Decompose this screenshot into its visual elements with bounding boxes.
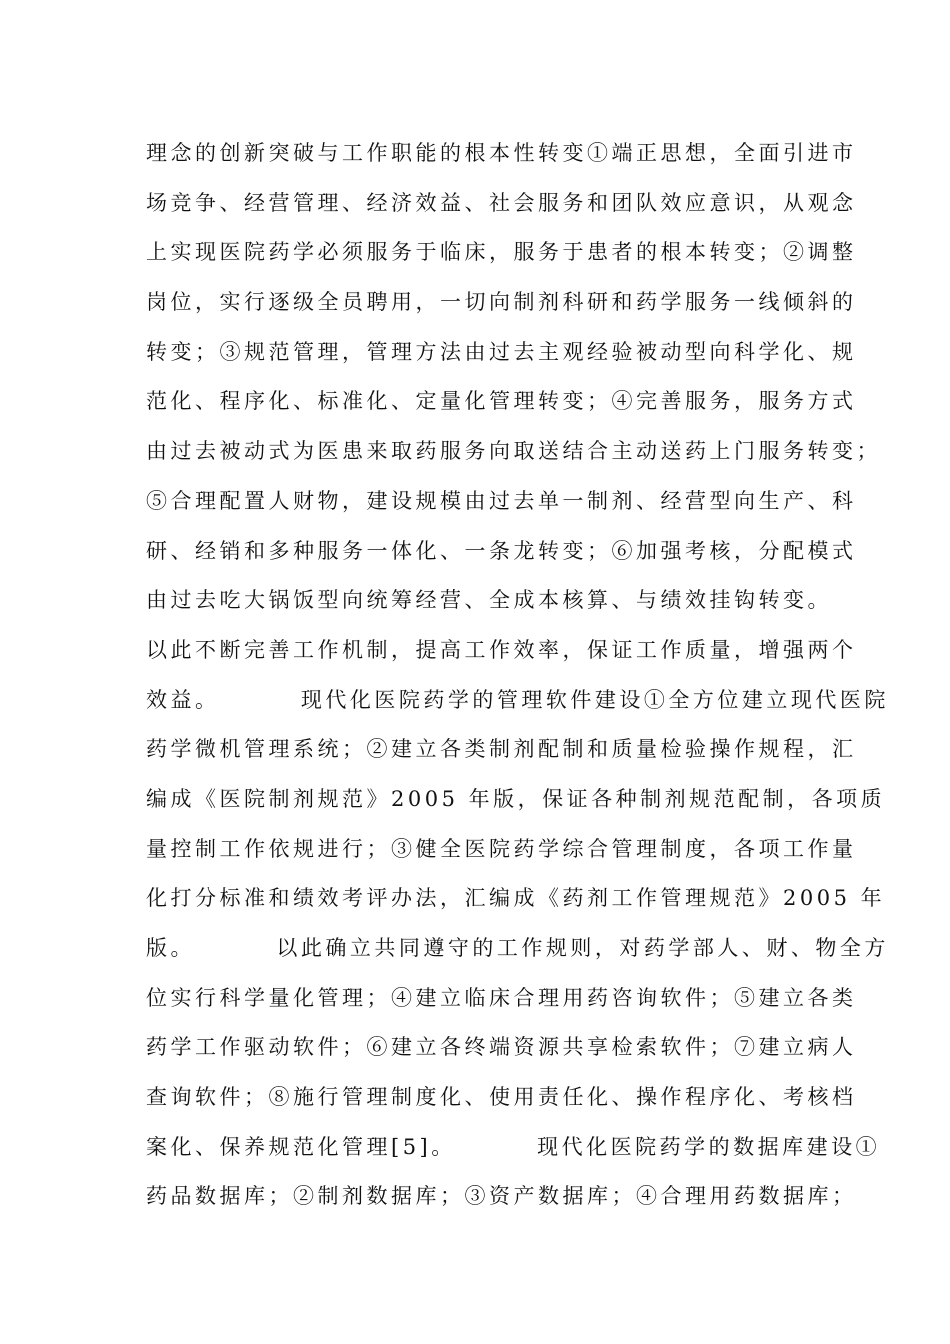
text-line-17: 版。 以此确立共同遵守的工作规则，对药学部人、财、物全方 — [146, 936, 889, 960]
text-line-3: 上实现医院药学必须服务于临床，服务于患者的根本转变；②调整 — [146, 240, 857, 265]
text-line-11: 以此不断完善工作机制，提高工作效率，保证工作质量，增强两个 — [146, 637, 857, 662]
text-line-15: 量控制工作依规进行；③健全医院药学综合管理制度，各项工作量 — [146, 836, 857, 861]
text-line-22: 药品数据库；②制剂数据库；③资产数据库；④合理用药数据库； — [146, 1184, 857, 1209]
text-line-8: ⑤合理配置人财物，建设规模由过去单一制剂、经营型向生产、科 — [146, 488, 857, 513]
text-line-10: 由过去吃大锅饭型向统筹经营、全成本核算、与绩效挂钩转变。 — [146, 588, 832, 613]
text-line-14: 编成《医院制剂规范》2005 年版，保证各种制剂规范配制，各项质 — [146, 786, 886, 811]
text-line-20: 查询软件；⑧施行管理制度化、使用责任化、操作程序化、考核档 — [146, 1085, 857, 1110]
text-line-6: 范化、程序化、标准化、定量化管理转变；④完善服务，服务方式 — [146, 389, 857, 414]
text-line-21: 案化、保养规范化管理[5]。 现代化医院药学的数据库建设① — [146, 1134, 881, 1159]
text-line-5: 转变；③规范管理，管理方法由过去主观经验被动型向科学化、规 — [146, 339, 857, 364]
text-line-9: 研、经销和多种服务一体化、一条龙转变；⑥加强考核，分配模式 — [146, 538, 857, 563]
text-line-18: 位实行科学量化管理；④建立临床合理用药咨询软件；⑤建立各类 — [146, 985, 857, 1010]
text-line-2: 场竞争、经营管理、经济效益、社会服务和团队效应意识，从观念 — [146, 190, 857, 215]
text-line-19: 药学工作驱动软件；⑥建立各终端资源共享检索软件；⑦建立病人 — [146, 1035, 857, 1060]
text-line-4: 岗位，实行逐级全员聘用，一切向制剂科研和药学服务一线倾斜的 — [146, 290, 857, 315]
text-line-16: 化打分标准和绩效考评办法，汇编成《药剂工作管理规范》2005 年 — [146, 886, 886, 911]
text-line-7: 由过去被动式为医患来取药服务向取送结合主动送药上门服务转变； — [146, 439, 881, 464]
text-line-12: 效益。 现代化医院药学的管理软件建设①全方位建立现代医院 — [146, 687, 889, 712]
text-line-13: 药学微机管理系统；②建立各类制剂配制和质量检验操作规程，汇 — [146, 737, 857, 762]
text-line-1: 理念的创新突破与工作职能的根本性转变①端正思想，全面引进市 — [146, 141, 857, 165]
body-text — [146, 133, 889, 1226]
